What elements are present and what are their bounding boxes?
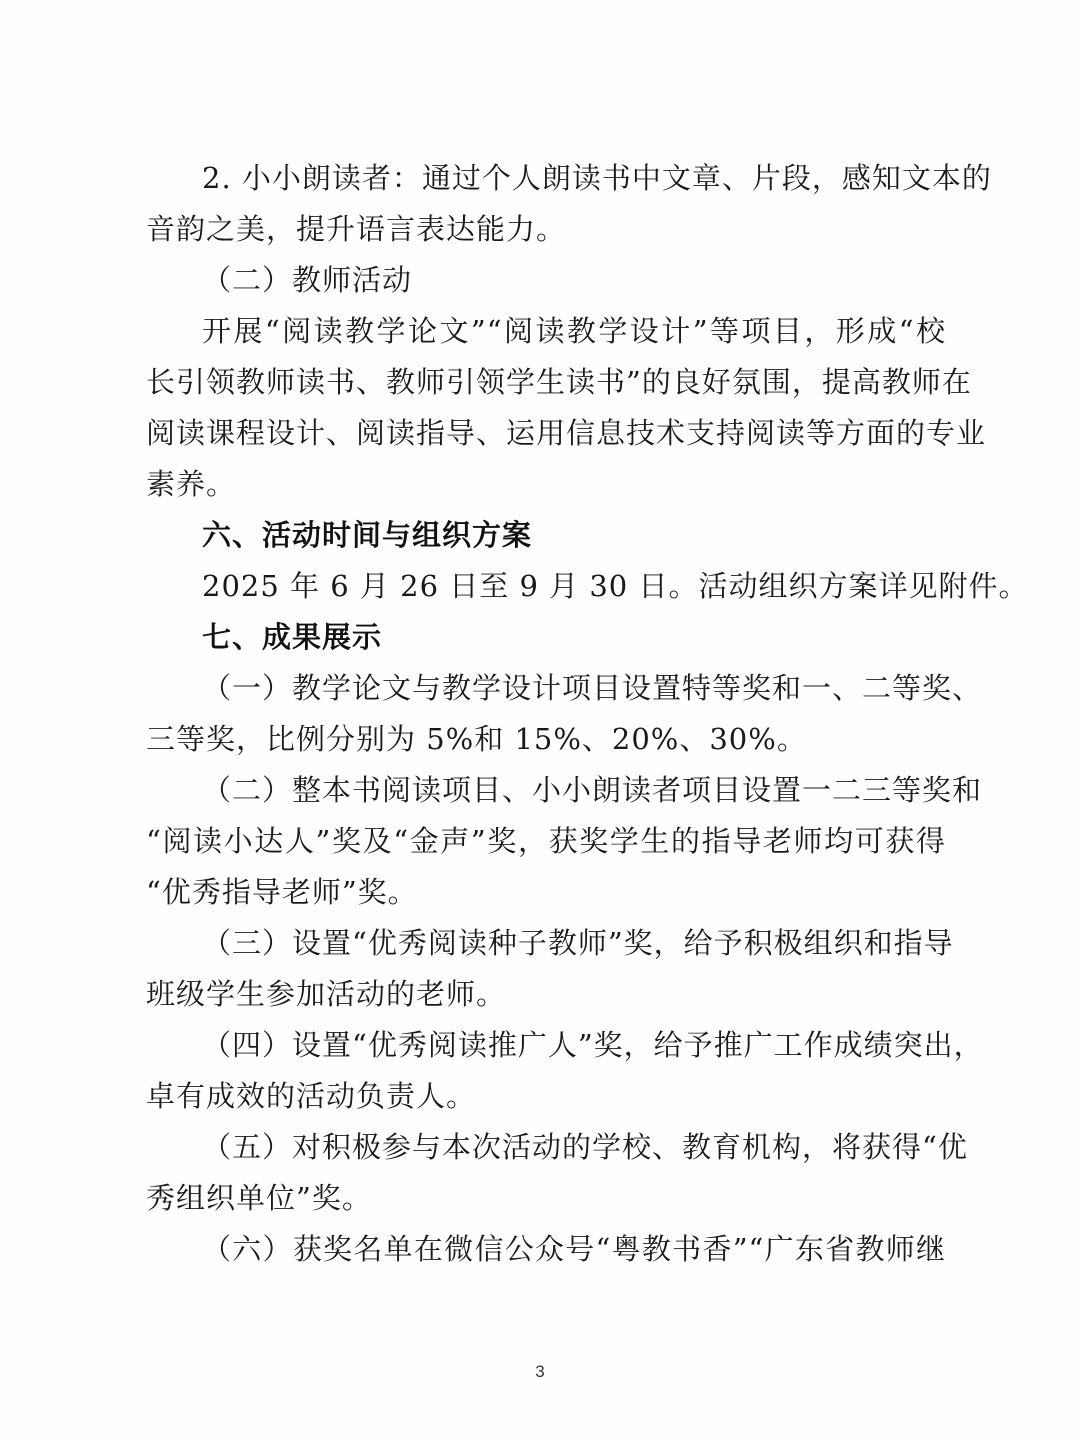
paragraph-line: 音韵之美，提升语言表达能力。 xyxy=(146,212,567,246)
paragraph-line: 素养。 xyxy=(146,467,237,501)
paragraph-line: 长引领教师读书、教师引领学生读书”的良好氛围，提高教师在 xyxy=(146,365,972,399)
subsection-heading: （二）教师活动 xyxy=(202,263,413,297)
paragraph-line: （一）教学论文与教学设计项目设置特等奖和一、二等奖、 xyxy=(202,671,983,705)
page-number: 3 xyxy=(535,1362,545,1381)
paragraph-line: 三等奖，比例分别为 5%和 15%、20%、30%。 xyxy=(146,722,807,756)
paragraph-line: 秀组织单位”奖。 xyxy=(146,1181,372,1215)
paragraph-line: 开展“阅读教学论文”“阅读教学设计”等项目，形成“校 xyxy=(202,314,946,348)
paragraph-line: “阅读小达人”奖及“金声”奖，获奖学生的指导老师均可获得 xyxy=(146,824,946,858)
paragraph-line: 阅读课程设计、阅读指导、运用信息技术支持阅读等方面的专业 xyxy=(146,416,987,450)
paragraph-line: 2. 小小朗读者：通过个人朗读书中文章、片段，感知文本的 xyxy=(202,161,992,195)
paragraph-line: （二）整本书阅读项目、小小朗读者项目设置一二三等奖和 xyxy=(202,773,983,807)
paragraph-line: （三）设置“优秀阅读种子教师”奖，给予积极组织和指导 xyxy=(202,926,954,960)
paragraph-line: “优秀指导老师”奖。 xyxy=(146,875,418,909)
paragraph-line: 班级学生参加活动的老师。 xyxy=(146,977,507,1011)
paragraph-line: （五）对积极参与本次活动的学校、教育机构，将获得“优 xyxy=(202,1130,968,1164)
paragraph-line: 卓有成效的活动负责人。 xyxy=(146,1079,477,1113)
paragraph-line: （四）设置“优秀阅读推广人”奖，给予推广工作成绩突出， xyxy=(202,1028,984,1062)
section-heading: 六、活动时间与组织方案 xyxy=(202,518,533,552)
paragraph-line: 2025 年 6 月 26 日至 9 月 30 日。活动组织方案详见附件。 xyxy=(202,569,1029,603)
paragraph-line: （六）获奖名单在微信公众号“粤教书香”“广东省教师继 xyxy=(202,1232,946,1266)
section-heading: 七、成果展示 xyxy=(202,620,383,654)
